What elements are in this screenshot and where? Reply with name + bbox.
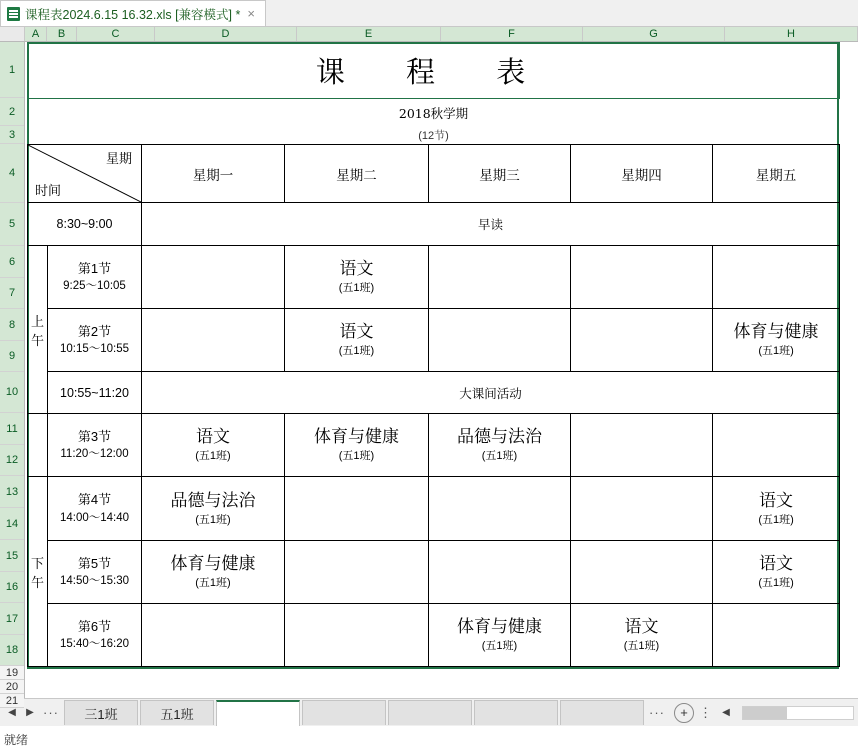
cell-p2-fri-class: (五1班) [758, 345, 794, 358]
cell-p5-wed[interactable] [429, 541, 571, 604]
cell-p2-thu[interactable] [571, 309, 713, 372]
document-tab-label: 课程表2024.6.15 16.32.xls [兼容模式] * [25, 7, 241, 22]
sheet-title: 课 程 表 [28, 43, 840, 99]
row-header-8[interactable]: 8 [0, 309, 24, 341]
column-header-g[interactable]: G [583, 27, 725, 41]
period-5-header [48, 541, 142, 604]
period-5-time: 14:50～15:30 [59, 575, 130, 588]
cell-p3-tue-subject: 体育与健康 [314, 427, 399, 447]
cell-p6-fri[interactable] [713, 604, 840, 667]
cell-p2-tue-subject: 语文 [339, 322, 374, 342]
period-4-time: 14:00～14:40 [59, 511, 130, 524]
break-activity-label: 大课间活动 [142, 372, 840, 414]
period-1-row [28, 246, 840, 309]
morning-reading-label: 早读 [142, 203, 840, 246]
cell-p1-thu[interactable] [571, 246, 713, 309]
day-header-tue: 星期二 [285, 145, 429, 203]
cell-p6-mon[interactable] [142, 604, 285, 667]
corner-time-label: 时间 [35, 183, 62, 198]
sheet-tab-san1ban[interactable]: 三1班 [64, 700, 138, 725]
cell-p3-wed-class: (五1班) [481, 450, 518, 463]
row-header-18[interactable]: 18 [0, 635, 24, 666]
cell-p4-tue[interactable] [285, 477, 429, 541]
cell-p2-fri-subject: 体育与健康 [733, 322, 819, 342]
period-3-header [48, 414, 142, 477]
cell-p5-mon-subject: 体育与健康 [170, 554, 256, 574]
am-spacer [28, 414, 48, 477]
break-activity-row [28, 372, 840, 414]
cell-p3-mon-class: (五1班) [195, 450, 231, 463]
weekday-header-row [28, 145, 840, 203]
horizontal-scrollbar[interactable] [742, 706, 854, 720]
morning-reading-row [28, 203, 840, 246]
cell-p5-fri-class: (五1班) [758, 577, 794, 590]
pm-label: 下午 [28, 477, 48, 667]
period-3-row [28, 414, 840, 477]
row-header-4[interactable]: 4 [0, 144, 24, 203]
day-header-fri: 星期五 [713, 145, 840, 203]
row-header-9[interactable]: 9 [0, 341, 24, 372]
day-header-thu: 星期四 [571, 145, 713, 203]
period-5-name: 第5节 [77, 555, 112, 571]
cell-p2-wed[interactable] [429, 309, 571, 372]
cell-p4-fri-class: (五1班) [758, 513, 794, 526]
cell-p1-tue-subject: 语文 [339, 259, 374, 279]
cell-p5-fri-subject: 语文 [759, 554, 794, 574]
cell-p2-fri[interactable] [713, 309, 840, 372]
period-4-name: 第4节 [77, 492, 112, 508]
row-header-column [0, 42, 25, 707]
row-header-21[interactable]: 21 [0, 694, 24, 708]
period-1-name: 第1节 [77, 260, 112, 276]
cell-p6-tue[interactable] [285, 604, 429, 667]
row-header-15[interactable]: 15 [0, 540, 24, 572]
cell-p4-fri-subject: 语文 [759, 490, 794, 510]
sheet-bar-grip-icon[interactable]: ⋮ [699, 704, 713, 720]
cell-p6-thu-subject: 语文 [624, 617, 659, 637]
sheet-tab-active[interactable] [216, 700, 300, 726]
row-header-6[interactable]: 6 [0, 246, 24, 278]
period-1-header [48, 246, 142, 309]
document-tab[interactable] [0, 0, 266, 26]
am-label: 上午 [28, 246, 48, 414]
cell-p4-mon[interactable] [142, 477, 285, 541]
cell-p5-thu[interactable] [571, 541, 713, 604]
cell-p4-mon-class: (五1班) [195, 513, 231, 526]
cell-p3-mon-subject: 语文 [196, 427, 230, 447]
select-all-corner[interactable] [0, 27, 25, 41]
cell-p1-mon[interactable] [142, 246, 285, 309]
break-activity-time: 10:55~11:20 [48, 372, 142, 414]
sheet-tab-bar [0, 698, 858, 726]
day-header-wed: 星期三 [429, 145, 571, 203]
cell-p5-mon[interactable] [142, 541, 285, 604]
row-header-2[interactable]: 2 [0, 98, 24, 126]
cell-p2-tue-class: (五1班) [338, 345, 375, 358]
corner-weekday-label: 星期 [105, 151, 132, 166]
sheet-tab-wu1ban[interactable]: 五1班 [140, 700, 214, 725]
period-1-time: 9:25～10:05 [63, 280, 126, 293]
period-2-row [28, 309, 840, 372]
column-header-e[interactable]: E [297, 27, 441, 41]
cell-p3-fri[interactable] [713, 414, 840, 477]
column-header-b[interactable]: B [47, 27, 77, 41]
column-header-row [0, 27, 858, 42]
row-header-7[interactable]: 7 [0, 278, 24, 309]
column-header-h[interactable]: H [725, 27, 858, 41]
note-row [28, 127, 840, 145]
row-header-3[interactable]: 3 [0, 126, 24, 144]
row-header-16[interactable]: 16 [0, 572, 24, 603]
sheet-tab-7[interactable] [560, 700, 644, 725]
cell-p6-thu-class: (五1班) [623, 640, 660, 653]
sheet-tab-6[interactable] [474, 700, 558, 725]
corner-header-cell [28, 145, 142, 203]
cell-p4-fri[interactable] [713, 477, 840, 541]
cell-p3-thu[interactable] [571, 414, 713, 477]
cell-p5-mon-class: (五1班) [195, 577, 231, 590]
schedule-table [27, 42, 840, 667]
subtitle-row [28, 99, 840, 127]
cell-p3-wed-subject: 品德与法治 [457, 427, 542, 447]
title-row [28, 43, 840, 99]
horizontal-scrollbar-thumb[interactable] [743, 707, 787, 719]
column-header-a[interactable]: A [25, 27, 47, 41]
row-header-19[interactable]: 19 [0, 666, 24, 680]
cell-p4-wed[interactable] [429, 477, 571, 541]
row-header-11[interactable]: 11 [0, 413, 24, 445]
period-6-header [48, 604, 142, 667]
sheet-tab-5[interactable] [388, 700, 472, 725]
row-header-5[interactable]: 5 [0, 203, 24, 246]
cell-p2-mon[interactable] [142, 309, 285, 372]
cell-p3-mon[interactable] [142, 414, 285, 477]
document-tab-bar [0, 0, 858, 27]
cell-p6-thu[interactable] [571, 604, 713, 667]
sheet-tab-4[interactable] [302, 700, 386, 725]
cell-p1-fri[interactable] [713, 246, 840, 309]
sheet-canvas[interactable] [25, 42, 858, 698]
spreadsheet-grid [0, 42, 858, 707]
row-header-10[interactable]: 10 [0, 372, 24, 413]
cell-p4-mon-subject: 品德与法治 [170, 490, 256, 510]
status-text: 就绪 [4, 732, 29, 747]
column-header-d[interactable]: D [155, 27, 297, 41]
sheet-note: (12节) [418, 130, 449, 143]
prev-sheet-icon[interactable]: ◀ [8, 707, 16, 718]
sheet-overflow-left-icon[interactable]: ··· [43, 705, 59, 720]
period-6-name: 第6节 [77, 618, 112, 634]
row-header-1[interactable]: 1 [0, 42, 24, 98]
period-4-row [28, 477, 840, 541]
period-3-name: 第3节 [77, 428, 112, 444]
next-sheet-icon[interactable]: ▶ [26, 707, 34, 718]
row-header-20[interactable]: 20 [0, 680, 24, 694]
status-bar [0, 726, 858, 752]
column-header-f[interactable]: F [441, 27, 583, 41]
period-2-name: 第2节 [77, 323, 112, 339]
cell-p5-tue[interactable] [285, 541, 429, 604]
cell-p6-wed[interactable] [429, 604, 571, 667]
row-header-13[interactable]: 13 [0, 476, 24, 508]
period-5-row [28, 541, 840, 604]
cell-p1-wed[interactable] [429, 246, 571, 309]
row-header-12[interactable]: 12 [0, 445, 24, 476]
cell-p6-wed-class: (五1班) [481, 640, 518, 653]
cell-p1-tue[interactable] [285, 246, 429, 309]
row-header-17[interactable]: 17 [0, 603, 24, 635]
row-header-14[interactable]: 14 [0, 508, 24, 540]
sheet-subtitle: 2018秋学期 [398, 105, 469, 121]
cell-p5-fri[interactable] [713, 541, 840, 604]
close-icon[interactable]: × [247, 5, 255, 21]
xls-file-icon [7, 7, 20, 21]
cell-p1-tue-class: (五1班) [338, 282, 375, 295]
morning-reading-time: 8:30~9:00 [28, 203, 142, 246]
cell-p3-tue[interactable] [285, 414, 429, 477]
period-2-header [48, 309, 142, 372]
day-header-mon: 星期一 [142, 145, 285, 203]
add-sheet-icon[interactable]: + [674, 703, 694, 723]
cell-p6-wed-subject: 体育与健康 [457, 617, 542, 637]
column-header-c[interactable]: C [77, 27, 155, 41]
period-6-time: 15:40～16:20 [59, 638, 130, 651]
period-4-header [48, 477, 142, 541]
cell-p3-tue-class: (五1班) [338, 450, 375, 463]
cell-p3-wed[interactable] [429, 414, 571, 477]
cell-p2-tue[interactable] [285, 309, 429, 372]
period-2-time: 10:15～10:55 [59, 343, 130, 356]
cell-p4-thu[interactable] [571, 477, 713, 541]
period-3-time: 11:20～12:00 [60, 448, 129, 461]
scroll-left-icon[interactable]: ◀ [722, 707, 730, 718]
period-6-row [28, 604, 840, 667]
sheet-overflow-right-icon[interactable]: ··· [649, 705, 665, 720]
